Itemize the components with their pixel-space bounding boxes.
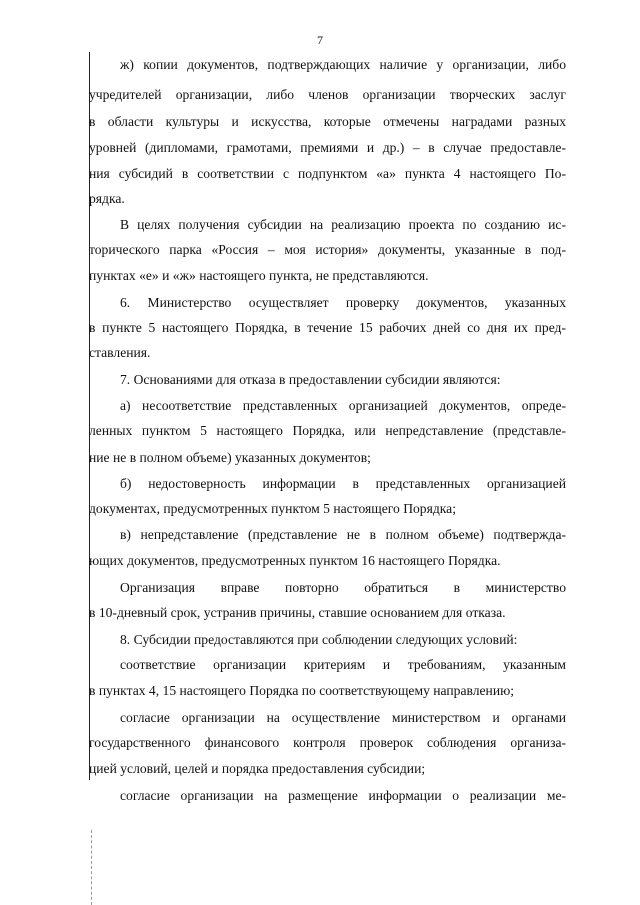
text-line: согласие организации на размещение информации о реализации ме- [120, 788, 566, 803]
text-line: 8. Субсидии предоставляются при соблюдении следующих условий: [120, 632, 518, 647]
text-line: в области культуры и искусства, которые отмечены наградами разных [89, 114, 566, 129]
text-line: ющих документов, предусмотренных пунктом 16 настоящего Порядка. [89, 553, 501, 568]
text-line: уровней (дипломами, грамотами, премиями и др.) – в случае предоставле- [89, 140, 566, 155]
text-line: в 10-дневный срок, устранив причины, ставшие основанием для отказа. [89, 605, 506, 620]
text-line: Организация вправе повторно обратиться в министерство [120, 580, 566, 595]
text-line: в) непредставление (представление не в полном объеме) подтвержда- [120, 527, 566, 542]
binding-margin-dashes [91, 830, 93, 905]
text-line: ставления. [89, 345, 151, 360]
text-line: документах, предусмотренных пунктом 5 настоящего Порядка; [89, 501, 456, 516]
text-line: в пунктах 4, 15 настоящего Порядка по соответствующему направлению; [89, 683, 515, 698]
binding-margin-line [89, 52, 90, 780]
text-line: государственного финансового контроля проверок соблюдения организа- [89, 735, 566, 750]
text-line: учредителей организации, либо членов организации творческих заслуг [89, 87, 566, 102]
text-line: рядка. [89, 191, 125, 206]
text-line: торического парка «Россия – моя история» документы, указанные в под- [89, 242, 566, 257]
text-line: ж) копии документов, подтверждающих наличие у организации, либо [120, 57, 566, 72]
text-line: а) несоответствие представленных организацией документов, опреде- [120, 398, 566, 413]
text-line: согласие организации на осуществление министерством и органами [120, 710, 566, 725]
text-line: ленных пунктом 5 настоящего Порядка, или непредставление (представле- [89, 423, 566, 438]
text-line: пунктах «е» и «ж» настоящего пункта, не представляются. [89, 268, 429, 283]
text-line: ние не в полном объеме) указанных документов; [89, 450, 371, 465]
text-line: цией условий, целей и порядка предоставления субсидии; [89, 761, 426, 776]
text-line: б) недостоверность информации в представленных организацией [120, 476, 566, 491]
text-line: В целях получения субсидии на реализацию проекта по созданию ис- [120, 217, 566, 232]
text-line: соответствие организации критериям и требованиям, указанным [120, 657, 566, 672]
text-line: 6. Министерство осуществляет проверку документов, указанных [120, 295, 566, 310]
text-line: в пункте 5 настоящего Порядка, в течение 15 рабочих дней со дня их пред- [89, 320, 566, 335]
text-line: ния субсидий в соответствии с подпунктом «а» пункта 4 настоящего По- [89, 166, 566, 181]
text-line: 7. Основаниями для отказа в предоставлении субсидии являются: [120, 372, 501, 387]
page-number: 7 [317, 33, 323, 47]
